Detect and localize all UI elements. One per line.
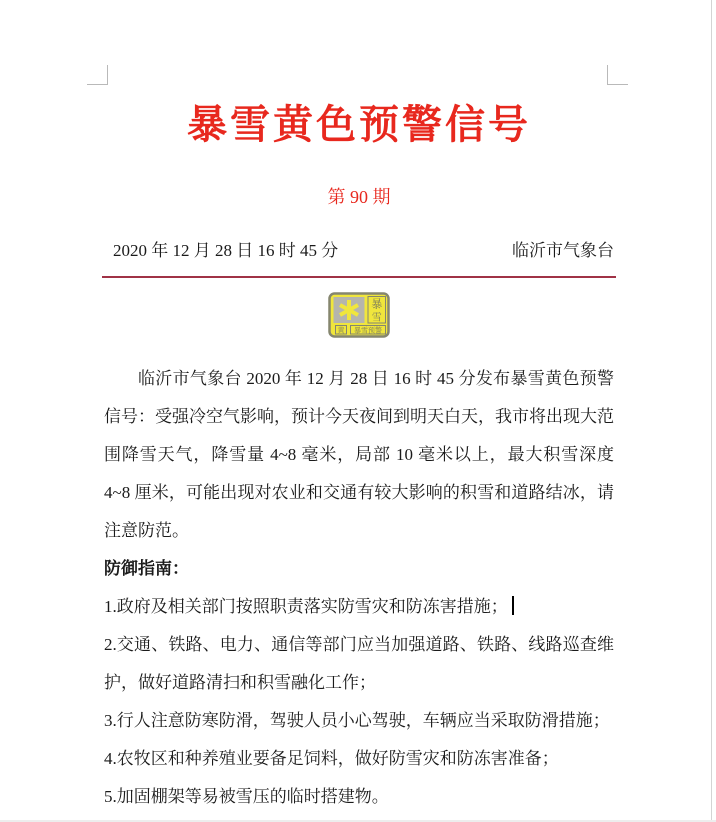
guide-item-1	[104, 588, 614, 626]
svg-text:雪: 雪	[371, 312, 382, 324]
issue-datetime: 2020 年 12 月 28 日 16 时 45 分	[113, 241, 339, 260]
issuer-name: 临沂市气象台	[512, 241, 614, 260]
guide-item-2: 2.交通、铁路、电力、通信等部门应当加强道路、铁路、线路巡查维护，做好道路清扫和积雪融化工作；	[104, 635, 614, 692]
guide-item-5: 5.加固棚架等易被雪压的临时搭建物。	[104, 787, 389, 806]
guide-heading: 防御指南：	[104, 559, 189, 578]
document-content	[104, 0, 614, 816]
svg-text:暴雪预警: 暴雪预警	[354, 326, 382, 335]
blizzard-yellow-warning-icon	[328, 292, 390, 338]
svg-text:暴: 暴	[371, 298, 383, 311]
guide-item-1-text: 1.政府及相关部门按照职责落实防雪灾和防冻害措施；	[104, 597, 508, 616]
text-cursor	[512, 596, 514, 615]
meta-row	[104, 241, 614, 261]
red-divider-line	[102, 276, 616, 278]
guide-item-4: 4.农牧区和种养殖业要备足饲料，做好防雪灾和防冻害准备；	[104, 749, 559, 768]
issue-number: 第 90 期	[327, 187, 391, 207]
warning-body-text: 临沂市气象台 2020 年 12 月 28 日 16 时 45 分发布暴雪黄色预警信号：受强冷空气影响，预计今天夜间到明天白天，我市将出现大范围降雪天气，降雪量 4~8 毫米，局部 10 毫米以上，最大积雪深度 4~8 厘米，可能出现对农业和交通有较大影响的积雪和道路结冰，请注意防范。	[104, 369, 614, 540]
page-title: 暴雪黄色预警信号	[187, 103, 531, 147]
warning-icon-container	[104, 292, 614, 338]
guide-item-3: 3.行人注意防寒防滑，驾驶人员小心驾驶，车辆应当采取防滑措施；	[104, 711, 610, 730]
page-edge-right	[711, 0, 712, 822]
svg-text:黄: 黄	[337, 326, 345, 335]
